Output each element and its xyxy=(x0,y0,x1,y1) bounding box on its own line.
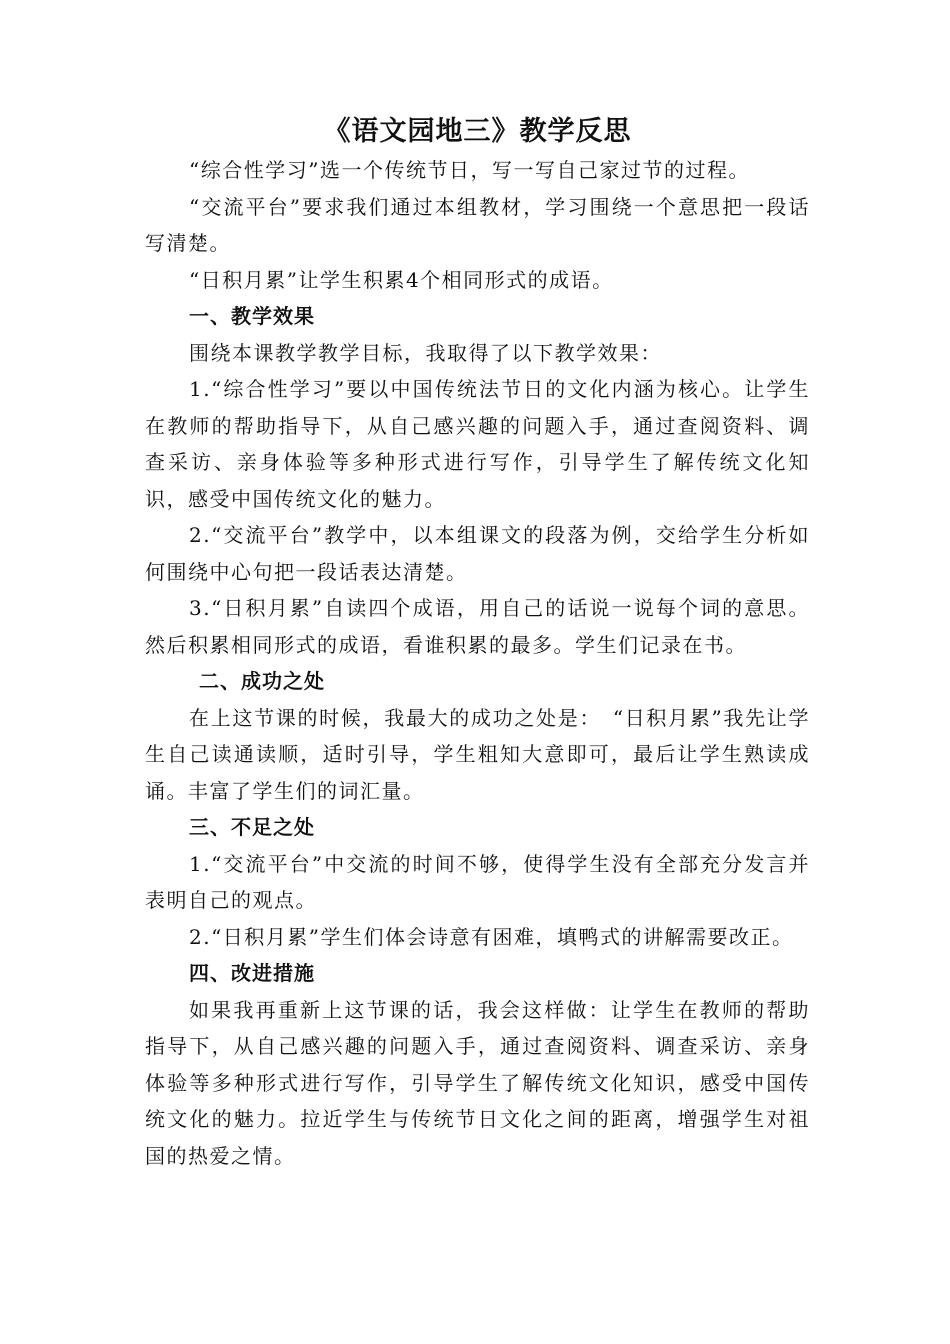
section-heading-successes: 二、成功之处 xyxy=(199,669,325,693)
document-page xyxy=(145,112,810,1174)
section-4-paragraph-1: 如果我再重新上这节课的话，我会这样做：让学生在教师的帮助指导下，从自己感兴趣的问题入手，通过查阅资料、调查采访、亲身体验等多种形式进行写作，引导学生了解传统文化知识，感受中国传统文化的魅力。拉近学生与传统节日文化之间的距离，增强学生对祖国的热爱之情。 xyxy=(145,997,810,1168)
section-1-paragraph-4: 3.“日积月累”自读四个成语，用自己的话说一说每个词的意思。然后积累相同形式的成语，看谁积累的最多。学生们记录在书。 xyxy=(145,596,810,657)
section-3-paragraph-1: 1.“交流平台”中交流的时间不够，使得学生没有全部充分发言并表明自己的观点。 xyxy=(145,851,810,912)
intro-paragraph-3: “日积月累”让学生积累4个相同形式的成语。 xyxy=(189,267,614,292)
section-3-paragraph-2: 2.“日积月累”学生们体会诗意有困难，填鸭式的讲解需要改正。 xyxy=(189,924,794,949)
intro-paragraph-1: “综合性学习”选一个传统节日，写一写自己家过节的过程。 xyxy=(189,158,750,182)
document-title: 《语文园地三》教学反思 xyxy=(323,116,632,147)
section-1-paragraph-1: 围绕本课教学教学目标，我取得了以下教学效果： xyxy=(189,340,662,365)
section-1-paragraph-3: 2.“交流平台”教学中，以本组课文的段落为例，交给学生分析如何围绕中心句把一段话表达清楚。 xyxy=(145,523,810,584)
section-1-paragraph-2: 1.“综合性学习”要以中国传统法节日的文化内涵为核心。让学生在教师的帮助指导下，从自己感兴趣的问题入手，通过查阅资料、调查采访、亲身体验等多种形式进行写作，引导学生了解传统文化知识，感受中国传统文化的魅力。 xyxy=(145,377,810,511)
section-heading-teaching-effect: 一、教学效果 xyxy=(189,304,315,328)
intro-paragraph-2: “交流平台”要求我们通过本组教材，学习围绕一个意思把一段话写清楚。 xyxy=(145,194,810,255)
section-2-paragraph-1: 在上这节课的时候，我最大的成功之处是： “日积月累”我先让学生自己读通读顺，适时引导，学生粗知大意即可，最后让学生熟读成诵。丰富了学生们的词汇量。 xyxy=(145,705,810,803)
section-heading-shortcomings: 三、不足之处 xyxy=(189,815,315,839)
section-heading-improvements: 四、改进措施 xyxy=(189,961,315,985)
